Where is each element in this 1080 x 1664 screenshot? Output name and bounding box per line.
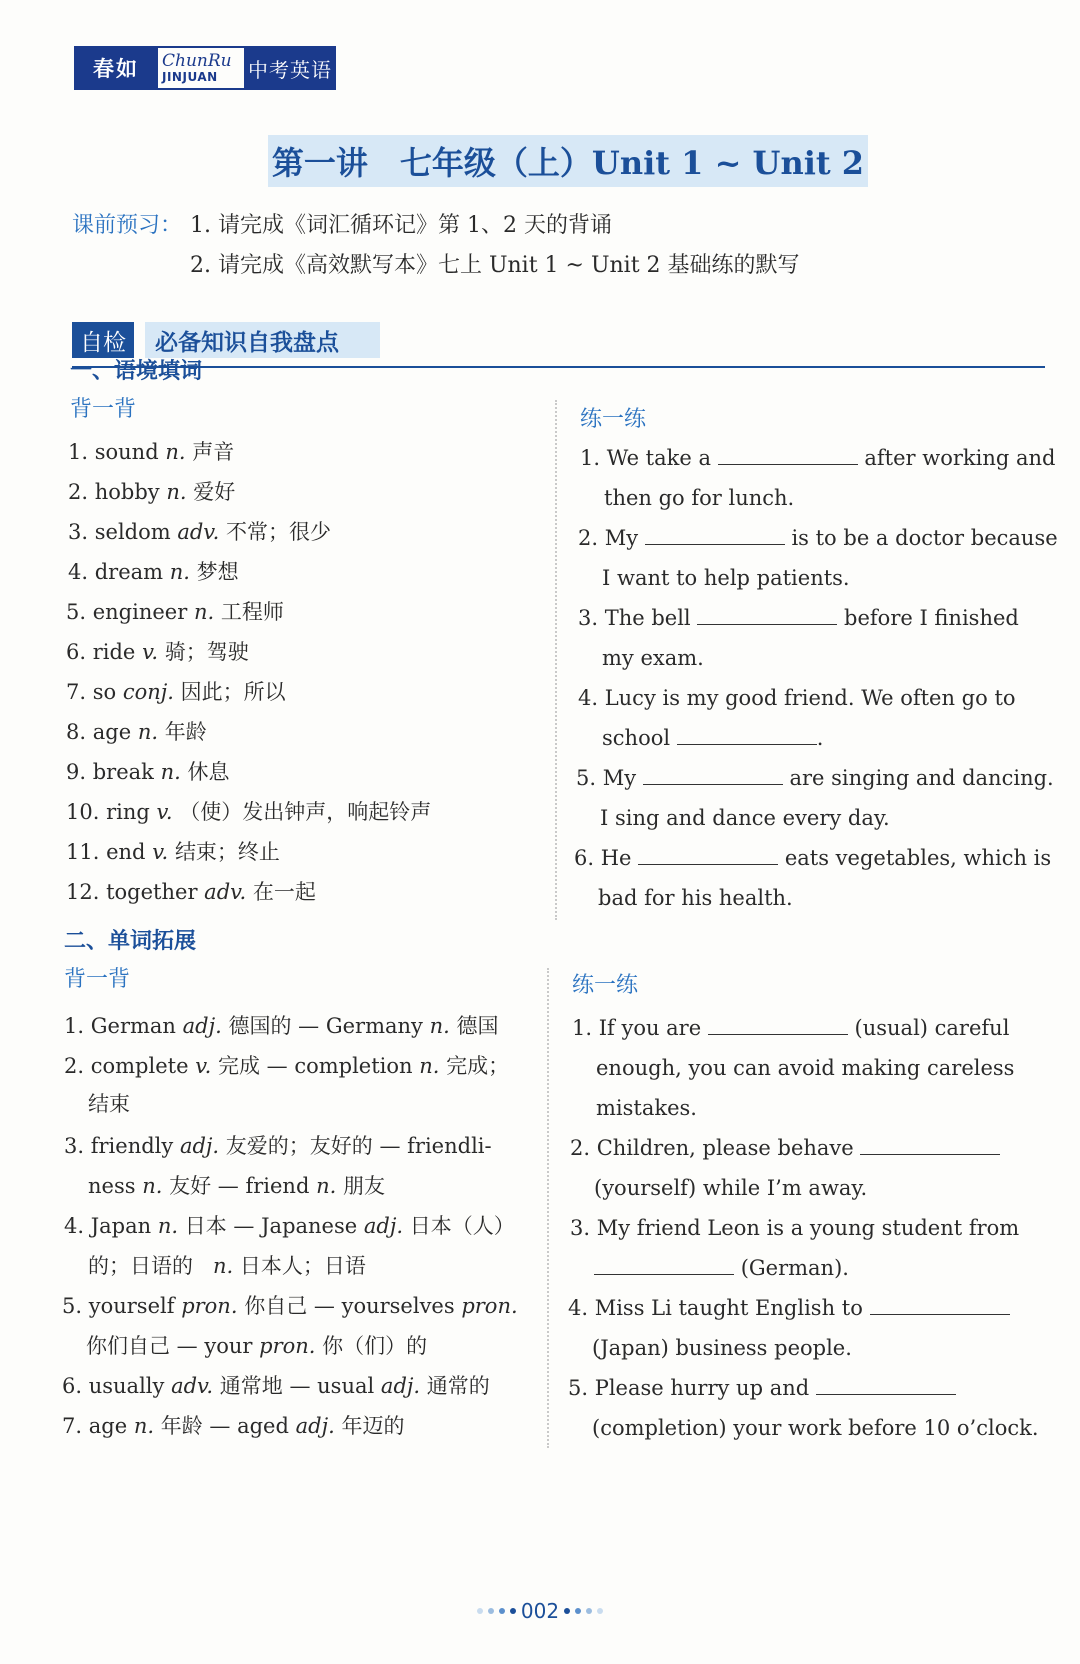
section-tag: 自检	[72, 322, 134, 358]
lecture-title: 第一讲 七年级（上）Unit 1 ~ Unit 2	[268, 135, 868, 187]
p1-vocab-item: 8. age n. 年龄	[66, 720, 207, 744]
brand-sub: JINJUAN	[162, 70, 218, 84]
p2-vocab-1: 1. German adj. 德国的 — Germany n. 德国	[64, 1014, 499, 1038]
p2-vocab-2: 2. complete v. 完成 — completion n. 完成；	[64, 1054, 510, 1078]
footer-dot-icon	[575, 1608, 581, 1614]
p1-exercise-3	[578, 606, 1019, 630]
p1-exercise-2	[578, 526, 1058, 550]
p1-exercise-5	[576, 766, 1054, 790]
p1-vocab-item: 4. dream n. 梦想	[68, 560, 239, 584]
p1-ex2-text-2: is to be a doctor because	[791, 526, 1058, 550]
p1-ex3-cont: my exam.	[602, 646, 704, 670]
p2-exercise-2	[570, 1136, 1000, 1160]
p1-ex4-cont	[602, 726, 823, 750]
p2-ex3-cont	[594, 1256, 849, 1280]
p1-ex2-blank[interactable]	[645, 526, 785, 545]
footer-dot-icon	[488, 1608, 494, 1614]
p1-ex3-blank[interactable]	[697, 606, 837, 625]
p2-ex5-blank[interactable]	[816, 1376, 956, 1395]
p2-ex4-text: 4. Miss Li taught English to	[568, 1296, 863, 1320]
page-footer	[440, 1599, 640, 1623]
p1-ex1-blank[interactable]	[718, 446, 858, 465]
p1-ex4-blank[interactable]	[677, 726, 817, 745]
p2-vocab-5: 5. yourself pron. 你自己 — yourselves pron.	[62, 1294, 518, 1318]
brand-series: 中考英语	[244, 46, 336, 90]
footer-dot-icon	[597, 1608, 603, 1614]
footer-dot-icon	[564, 1608, 570, 1614]
column-divider-2	[547, 968, 549, 1448]
footer-dot-icon	[586, 1608, 592, 1614]
p2-ex5-text: 5. Please hurry up and	[568, 1376, 810, 1400]
p1-vocab-item: 7. so conj. 因此；所以	[66, 680, 286, 704]
p2-ex3-blank[interactable]	[594, 1256, 734, 1275]
p2-ex1-cont-2: mistakes.	[596, 1096, 697, 1120]
footer-dot-icon	[499, 1608, 505, 1614]
p2-ex5-cont: (completion) your work before 10 o’clock.	[592, 1416, 1039, 1440]
column-divider	[555, 400, 557, 920]
p1-vocab-item: 12. together adv. 在一起	[66, 880, 316, 904]
part1-practice-label: 练一练	[580, 407, 647, 432]
p2-ex2-cont: (yourself) while I’m away.	[594, 1176, 868, 1200]
footer-dot-icon	[510, 1608, 516, 1614]
part2-title: 二、单词拓展	[64, 929, 197, 954]
p2-ex4-blank[interactable]	[870, 1296, 1010, 1315]
p2-ex2-blank[interactable]	[860, 1136, 1000, 1155]
p1-ex6-cont: bad for his health.	[598, 886, 793, 910]
p2-ex4-cont: (Japan) business people.	[592, 1336, 852, 1360]
part2-practice-label: 练一练	[572, 973, 639, 998]
preview-item-1: 1. 请完成《词汇循环记》第 1、2 天的背诵	[190, 213, 612, 238]
part1-title: 一、语境填词	[70, 359, 203, 384]
part1-memorize-label: 背一背	[70, 397, 137, 422]
p1-ex5-cont: I sing and dance every day.	[600, 806, 890, 830]
p1-vocab-item: 3. seldom adv. 不常；很少	[68, 520, 332, 544]
p1-vocab-item: 5. engineer n. 工程师	[66, 600, 284, 624]
p1-ex6-text: 6. He	[574, 846, 632, 870]
brand-script: ChunRu	[162, 51, 232, 71]
p2-vocab-4-cont: 的；日语的 n. 日本人；日语	[88, 1254, 366, 1278]
part2-memorize-label: 背一背	[64, 967, 131, 992]
p1-ex2-cont: I want to help patients.	[602, 566, 850, 590]
p1-vocab-item: 6. ride v. 骑；驾驶	[66, 640, 249, 664]
p1-vocab-item: 11. end v. 结束；终止	[66, 840, 280, 864]
p2-vocab-4: 4. Japan n. 日本 — Japanese adj. 日本（人）	[64, 1214, 515, 1238]
preview-label: 课前预习：	[72, 213, 183, 238]
p2-exercise-4	[568, 1296, 1010, 1320]
p1-exercise-4: 4. Lucy is my good friend. We often go to	[578, 686, 1016, 710]
p2-ex1-cont: enough, you can avoid making careless	[596, 1056, 1015, 1080]
brand-mark: 春如	[74, 46, 158, 90]
p1-ex2-text: 2. My	[578, 526, 639, 550]
p1-vocab-item: 2. hobby n. 爱好	[68, 480, 236, 504]
p2-ex3-text-2: (German).	[740, 1256, 849, 1280]
p1-exercise-6	[574, 846, 1051, 870]
brand-latin	[158, 46, 244, 90]
p2-vocab-2-cont: 结束	[88, 1092, 130, 1116]
page-number: 002	[520, 1599, 560, 1623]
p1-vocab-item: 1. sound n. 声音	[68, 440, 235, 464]
p1-ex1-text-2: after working and	[864, 446, 1056, 470]
p1-ex5-blank[interactable]	[643, 766, 783, 785]
p2-vocab-3: 3. friendly adj. 友爱的；友好的 — friendli-	[64, 1134, 492, 1158]
p2-exercise-3: 3. My friend Leon is a young student from	[570, 1216, 1020, 1240]
p1-ex6-blank[interactable]	[638, 846, 778, 865]
p1-ex4-period: .	[816, 726, 824, 750]
p1-ex6-text-2: eats vegetables, which is	[784, 846, 1052, 870]
section-title: 必备知识自我盘点	[145, 322, 380, 358]
p1-exercise-1	[580, 446, 1055, 470]
p1-ex5-text-2: are singing and dancing.	[789, 766, 1054, 790]
p2-ex1-text: 1. If you are	[572, 1016, 702, 1040]
p1-vocab-item: 9. break n. 休息	[66, 760, 230, 784]
p2-ex1-text-2: (usual) careful	[854, 1016, 1010, 1040]
p2-ex1-blank[interactable]	[708, 1016, 848, 1035]
p2-vocab-7: 7. age n. 年龄 — aged adj. 年迈的	[62, 1414, 405, 1438]
p1-ex4-text: school	[602, 726, 671, 750]
p2-exercise-1	[572, 1016, 1009, 1040]
preview-item-2: 2. 请完成《高效默写本》七上 Unit 1 ~ Unit 2 基础练的默写	[190, 253, 800, 278]
p2-vocab-3-cont: ness n. 友好 — friend n. 朋友	[88, 1174, 385, 1198]
p1-ex1-text: 1. We take a	[580, 446, 711, 470]
p1-vocab-item: 10. ring v. （使）发出钟声，响起铃声	[66, 800, 432, 824]
p1-ex1-cont: then go for lunch.	[604, 486, 795, 510]
p2-vocab-6: 6. usually adv. 通常地 — usual adj. 通常的	[62, 1374, 490, 1398]
p1-ex5-text: 5. My	[576, 766, 637, 790]
brand-logo	[74, 46, 336, 90]
p1-ex3-text: 3. The bell	[578, 606, 691, 630]
p2-ex2-text: 2. Children, please behave	[570, 1136, 854, 1160]
p1-ex3-text-2: before I finished	[844, 606, 1019, 630]
p2-exercise-5	[568, 1376, 956, 1400]
p2-vocab-5-cont: 你们自己 — your pron. 你（们）的	[86, 1334, 428, 1358]
section-rule	[72, 366, 1045, 368]
footer-dot-icon	[477, 1608, 483, 1614]
